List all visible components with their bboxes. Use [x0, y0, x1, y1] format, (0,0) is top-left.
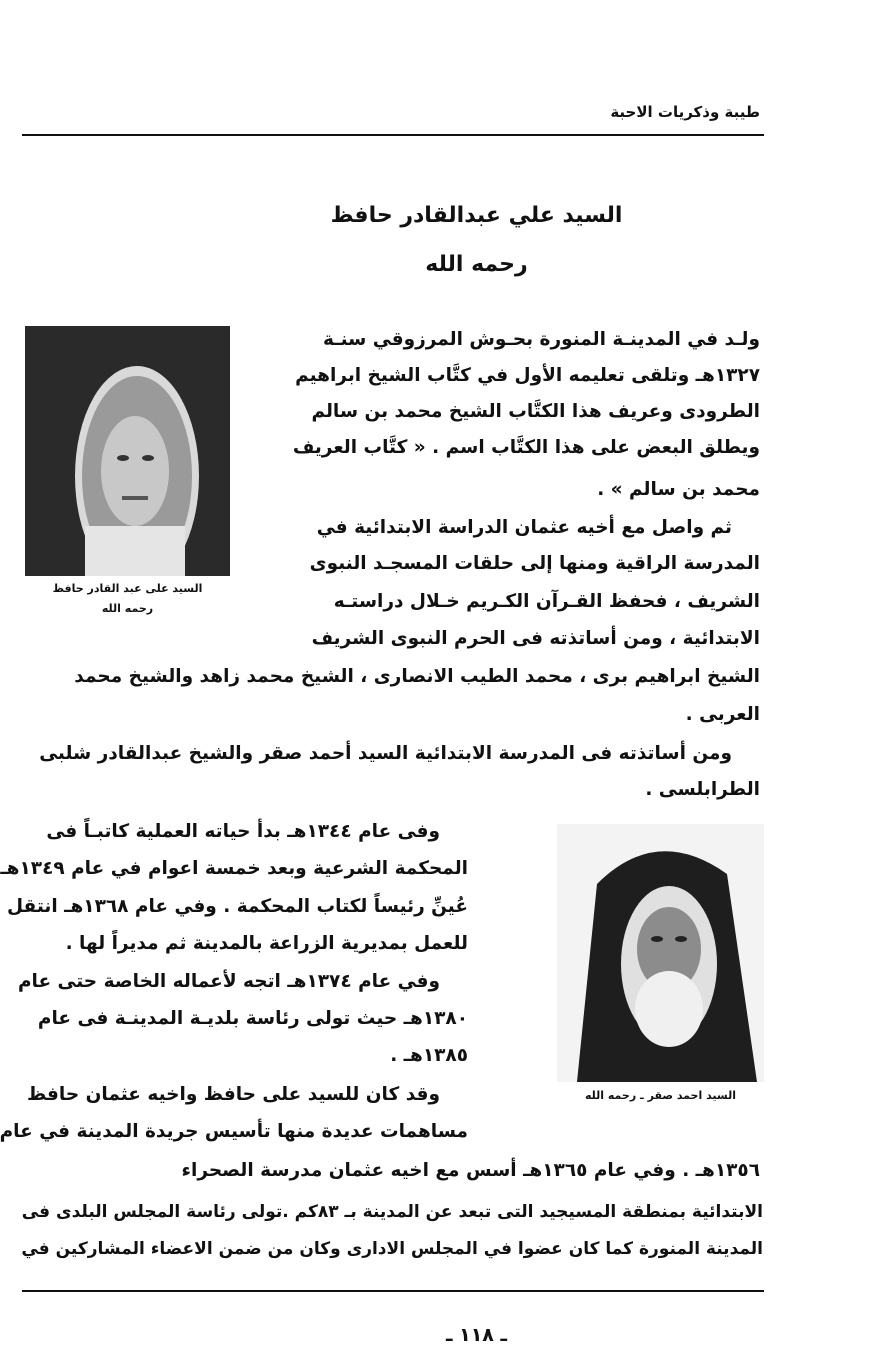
body-line: محمد بن سالم » . — [597, 479, 760, 500]
article-title: السيد علي عبدالقادر حافظ — [330, 203, 623, 228]
body-line: الطرودى وعريف هذا الكتَّاب الشيخ محمد بن سالم — [311, 401, 760, 422]
portrait-illustration-2 — [557, 824, 764, 1082]
body-line: المدرسة الراقية ومنها إلى حلقات المسجـد النبوى — [309, 553, 760, 574]
portrait-illustration — [25, 326, 230, 576]
portrait-photo-ali-hafez — [25, 326, 230, 576]
body-line: عُينِّ رئيساً لكتاب المحكمة . وفي عام ١٣٦٨هـ انتقل — [7, 896, 468, 917]
body-line: ١٣٥٦هـ . وفي عام ١٣٦٥هـ أسس مع اخيه عثمان مدرسة الصحراء — [181, 1160, 760, 1181]
photo-caption-1-line2: رحمه الله — [101, 602, 154, 615]
body-line: وقد كان للسيد على حافظ واخيه عثمان حافظ — [26, 1084, 440, 1105]
body-line: ويطلق البعض على هذا الكتَّاب اسم . « كتَّاب العريف — [292, 437, 760, 458]
body-line: الابتدائية بمنطقة المسيجيد التى تبعد عن المدينة بـ ٨٣كم .تولى رئاسة المجلس البلدى فى — [21, 1202, 763, 1222]
body-line: الابتدائية ، ومن أساتذته فى الحرم النبوى الشريف — [311, 628, 760, 649]
body-line: وفي عام ١٣٧٤هـ اتجه لأعماله الخاصة حتى عام — [17, 971, 440, 992]
body-line: وفى عام ١٣٤٤هـ بدأ حياته العملية كاتبـاً فى — [46, 821, 440, 842]
body-line: الشريف ، فحفظ القـرآن الكـريم خـلال دراستـه — [333, 591, 760, 612]
header-rule — [22, 134, 764, 136]
body-line: ومن أساتذته فى المدرسة الابتدائية السيد أحمد صقر والشيخ عبدالقادر شلبى — [39, 743, 732, 764]
portrait-photo-ahmed-saqr — [557, 824, 764, 1082]
footer-rule — [22, 1290, 764, 1292]
body-line: العربى . — [685, 704, 760, 725]
body-line: الطرابلسى . — [645, 779, 760, 800]
body-line: الشيخ ابراهيم برى ، محمد الطيب الانصارى ، الشيخ محمد زاهد والشيخ محمد — [74, 666, 760, 687]
body-line: للعمل بمديرية الزراعة بالمدينة ثم مديراً لها . — [65, 933, 468, 954]
body-line: ولـد في المدينـة المنورة بحـوش المرزوقي سنـة — [323, 329, 760, 350]
body-line: ١٣٢٧هـ وتلقى تعليمه الأول في كتَّاب الشيخ ابراهيم — [295, 365, 760, 386]
article-subtitle: رحمه الله — [425, 252, 528, 277]
photo-caption-2: السيد احمد صقر ـ رحمه الله — [584, 1089, 737, 1102]
body-line: ١٣٨٥هـ . — [390, 1045, 468, 1066]
body-line: ١٣٨٠هـ حيث تولى رئاسة بلديـة المدينـة فى عام — [37, 1008, 468, 1029]
page-number: ـ ١١٨ ـ — [445, 1324, 507, 1346]
body-line: المحكمة الشرعية وبعد خمسة اعوام في عام ١٣٤٩هـ — [0, 858, 468, 879]
body-line: مساهمات عديدة منها تأسيس جريدة المدينة في عام — [0, 1121, 468, 1142]
body-line: المدينة المنورة كما كان عضوا في المجلس الادارى وكان من ضمن الاعضاء المشاركين في — [21, 1239, 763, 1259]
photo-caption-1: السيد على عبد القادر حافظ — [52, 582, 203, 595]
body-line: ثم واصل مع أخيه عثمان الدراسة الابتدائية في — [316, 517, 732, 538]
running-header: طيبة وذكريات الاحبة — [610, 103, 760, 121]
